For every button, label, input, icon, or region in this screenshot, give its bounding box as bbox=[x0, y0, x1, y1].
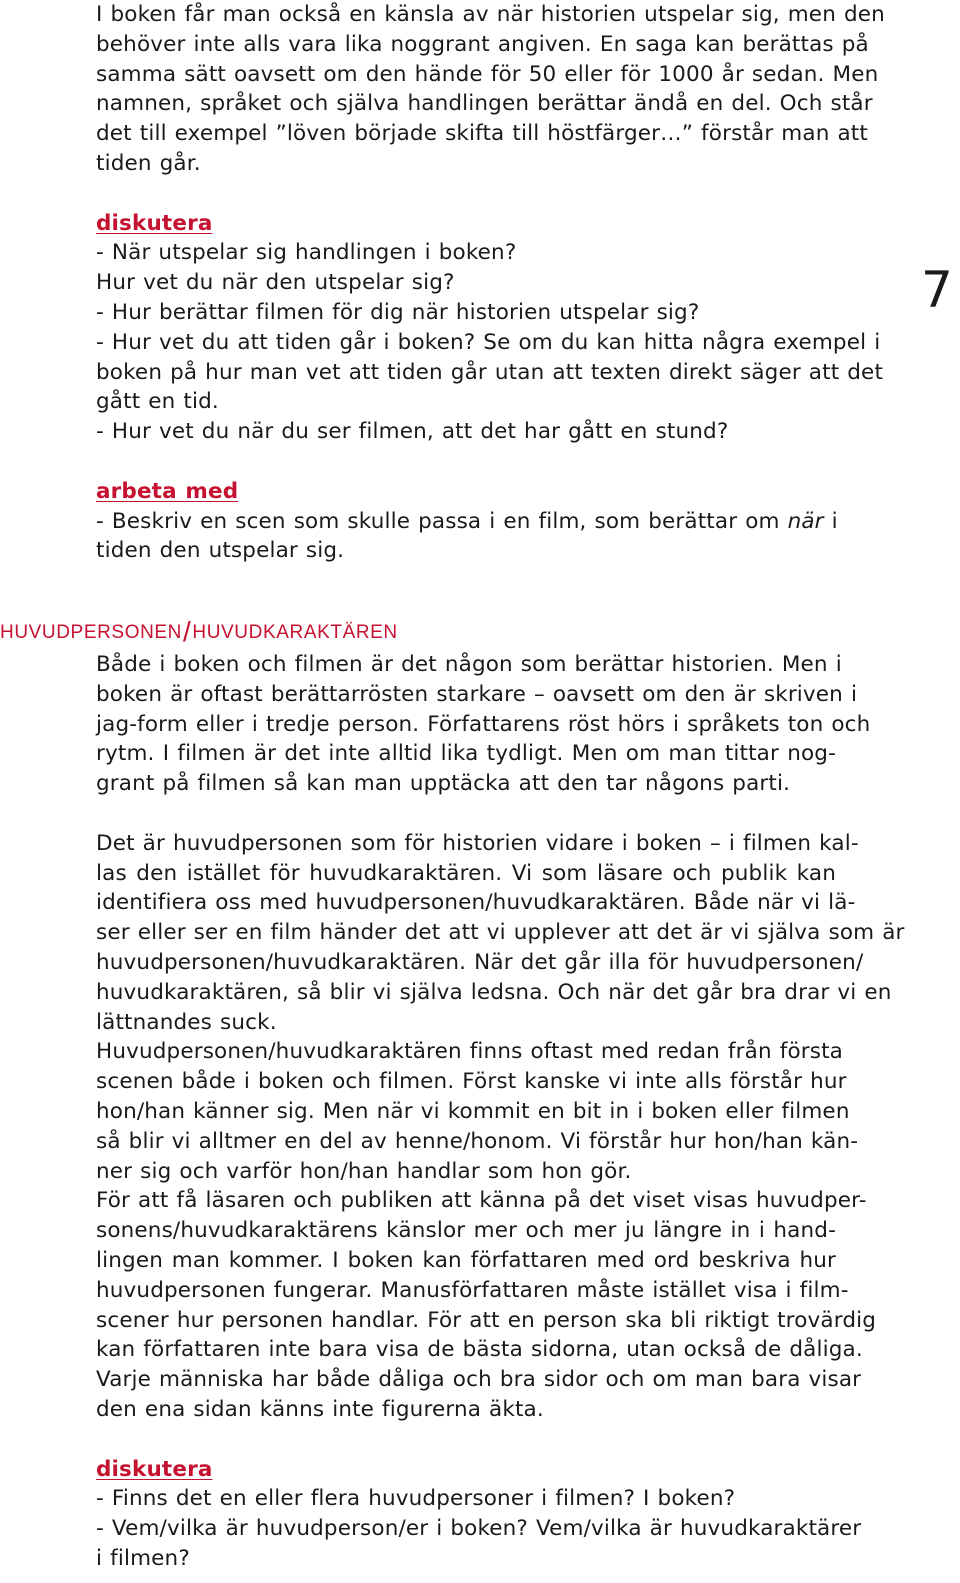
paragraph bbox=[96, 1186, 877, 1424]
work-heading: arbeta med bbox=[96, 478, 239, 504]
task-text: i bbox=[823, 508, 838, 534]
text-line: sonens/huvudkaraktärens känslor mer och mer ju längre in i hand- bbox=[96, 1218, 836, 1244]
text-line: Huvudpersonen/huvudkaraktären finns oftast med redan från första bbox=[96, 1039, 843, 1065]
text-line: För att få läsaren och publiken att känna på det viset visas huvudper- bbox=[96, 1188, 867, 1214]
task-emphasis: när bbox=[787, 508, 824, 534]
text-line: scener hur personen handlar. För att en person ska bli riktigt trovärdig bbox=[96, 1307, 877, 1333]
task-line: tiden den utspelar sig. bbox=[96, 538, 345, 564]
text-line: tiden går. bbox=[96, 150, 201, 176]
discuss-section bbox=[96, 1455, 862, 1574]
text-line: lättnandes suck. bbox=[96, 1009, 277, 1035]
text-line: namnen, språket och själva handlingen berättar ändå en del. Och står bbox=[96, 91, 873, 117]
text-line: jag-form eller i tredje person. Författarens röst hörs i språkets ton och bbox=[96, 711, 871, 737]
text-line: behöver inte alls vara lika noggrant angiven. En saga kan berättas på bbox=[96, 31, 869, 57]
page-number: 7 bbox=[921, 261, 953, 319]
section-title-part: HUVUDPERSONEN bbox=[0, 622, 182, 643]
question-line: gått en tid. bbox=[96, 389, 219, 415]
question-line: - Finns det en eller flera huvudpersoner i filmen? I boken? bbox=[96, 1486, 736, 1512]
text-line: kan författaren inte bara visa de bästa sidorna, utan också de dåliga. bbox=[96, 1337, 863, 1363]
paragraph bbox=[96, 650, 871, 799]
section-title bbox=[0, 616, 398, 648]
text-line: Varje människa har både dåliga och bra sidor och om man bara visar bbox=[96, 1367, 862, 1393]
discuss-heading: diskutera bbox=[96, 210, 213, 236]
question-line: - Hur berättar filmen för dig när historien utspelar sig? bbox=[96, 299, 700, 325]
paragraph bbox=[96, 829, 905, 1038]
discuss-section bbox=[96, 209, 884, 447]
text-line: las den istället för huvudkaraktären. Vi som läsare och publik kan bbox=[96, 860, 836, 886]
text-line: den ena sidan känns inte figurerna äkta. bbox=[96, 1396, 544, 1422]
text-line: hon/han känner sig. Men när vi kommit en bit in i boken eller filmen bbox=[96, 1098, 850, 1124]
text-line: Både i boken och filmen är det någon som berättar historien. Men i bbox=[96, 652, 842, 677]
section-title-part: HUVUDKARAKTÄREN bbox=[192, 622, 398, 643]
question-line: - Hur vet du när du ser filmen, att det har gått en stund? bbox=[96, 419, 729, 445]
text-line: Det är huvudpersonen som för historien vidare i boken – i filmen kal- bbox=[96, 830, 859, 856]
text-line: så blir vi alltmer en del av henne/honom. Vi förstår hur hon/han kän- bbox=[96, 1128, 859, 1154]
discuss-heading: diskutera bbox=[96, 1456, 213, 1482]
text-line: huvudpersonen/huvudkaraktären. När det går illa för huvudpersonen/ bbox=[96, 949, 864, 975]
task-text: - Beskriv en scen som skulle passa i en film, som berättar om bbox=[96, 508, 788, 534]
text-line: det till exempel ”löven började skifta till höstfärger…” förstår man att bbox=[96, 121, 868, 147]
task-line bbox=[96, 507, 836, 537]
text-line: huvudkaraktären, så blir vi själva ledsna. Och när det går bra drar vi en bbox=[96, 979, 892, 1005]
section-title-slash: / bbox=[183, 616, 192, 647]
paragraph bbox=[96, 1037, 859, 1186]
section-body bbox=[96, 650, 905, 1574]
top-text-block bbox=[96, 0, 885, 566]
text-line: ner sig och varför hon/han handlar som hon gör. bbox=[96, 1158, 632, 1184]
question-line: - Hur vet du att tiden går i boken? Se om du kan hitta några exempel i bbox=[96, 329, 881, 355]
intro-paragraph bbox=[96, 0, 885, 179]
text-line: boken är oftast berättarrösten starkare – oavsett om den är skriven i bbox=[96, 681, 858, 707]
question-line: Hur vet du när den utspelar sig? bbox=[96, 270, 455, 296]
text-line: huvudpersonen fungerar. Manusförfattaren måste istället visa i film- bbox=[96, 1277, 849, 1303]
question-line: i filmen? bbox=[96, 1545, 190, 1571]
text-line: rytm. I filmen är det inte alltid lika tydligt. Men om man tittar nog- bbox=[96, 741, 836, 767]
text-line: lingen man kommer. I boken kan författaren med ord beskriva hur bbox=[96, 1247, 836, 1273]
question-line: boken på hur man vet att tiden går utan att texten direkt säger att det bbox=[96, 359, 884, 385]
question-line: - Vem/vilka är huvudperson/er i boken? Vem/vilka är huvudkaraktärer bbox=[96, 1516, 862, 1542]
text-line: I boken får man också en känsla av när historien utspelar sig, men den bbox=[96, 2, 885, 27]
text-line: scenen både i boken och filmen. Först kanske vi inte alls förstår hur bbox=[96, 1069, 847, 1095]
text-line: grant på filmen så kan man upptäcka att den tar någons parti. bbox=[96, 771, 791, 797]
question-line: - När utspelar sig handlingen i boken? bbox=[96, 240, 517, 266]
text-line: identifiera oss med huvudpersonen/huvudkaraktären. Både när vi lä- bbox=[96, 890, 856, 916]
text-line: ser eller ser en film händer det att vi upplever att det är vi själva som är bbox=[96, 920, 905, 946]
text-line: samma sätt oavsett om den hände för 50 eller för 1000 år sedan. Men bbox=[96, 61, 879, 87]
work-section bbox=[96, 477, 836, 566]
